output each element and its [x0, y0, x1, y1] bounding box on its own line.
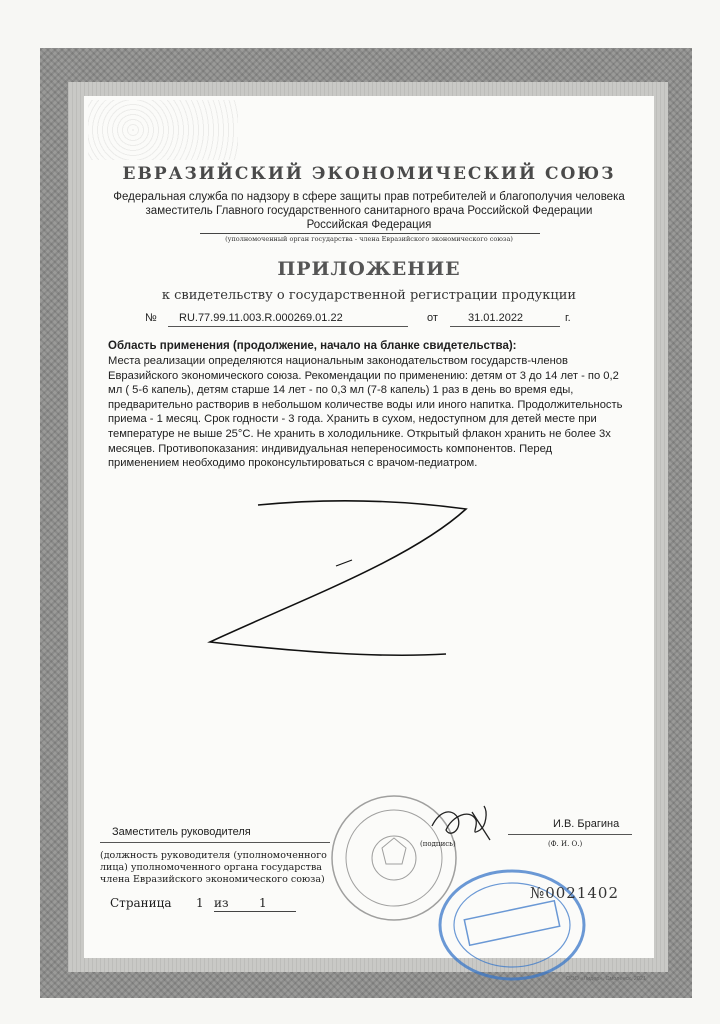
position-caption-line: (должность руководителя (уполномоченного — [100, 850, 327, 861]
printer-note: ООО «Лидер», Смоленск, 2021 — [566, 976, 646, 982]
scope-line: месяцев. Противопоказания: индивидуальная непереносимость компонентов. Перед — [108, 442, 553, 455]
scope-line: применением необходимо проконсультироваться с врачом-педиатром. — [108, 457, 478, 470]
page-number: 1 — [196, 896, 204, 910]
of-label: из — [214, 896, 229, 910]
authority-line: Российская Федерация — [306, 219, 432, 231]
signer-name: И.В. Брагина — [553, 818, 620, 830]
number-label: № — [145, 312, 157, 324]
registration-date: 31.01.2022 — [468, 312, 524, 324]
fio-caption: (Ф. И. О.) — [548, 840, 583, 848]
scope-heading: Область применения (продолжение, начало на бланке свидетельства): — [108, 340, 517, 352]
page-label: Страница — [110, 896, 172, 910]
signature-caption: (подпись) — [420, 840, 456, 848]
annex-subtitle: к свидетельству о государственной регистрации продукции — [161, 288, 577, 303]
position-caption-line: лица) уполномоченного органа государства — [100, 862, 322, 873]
scope-line: температуре не выше 25°С. Не хранить в холодильнике. Открытый флакон хранить не более 3х — [108, 427, 611, 440]
page-total-underline — [236, 896, 296, 912]
union-title: ЕВРАЗИЙСКИЙ ЭКОНОМИЧЕСКИЙ СОЮЗ — [122, 164, 616, 184]
date-prefix: от — [427, 312, 438, 324]
registration-number: RU.77.99.11.003.R.000269.01.22 — [179, 312, 343, 324]
role-underline — [100, 842, 330, 843]
z-cancel-mark — [210, 501, 466, 655]
date-suffix: г. — [565, 312, 571, 324]
signer-role: Заместитель руководителя — [112, 826, 251, 838]
authority-line: заместитель Главного государственного санитарного врача Российской Федерации — [145, 205, 593, 217]
page-total: 1 — [259, 896, 267, 910]
position-caption — [100, 850, 332, 886]
scope-line: предварительно растворив в небольшом количестве воды или иного напитка. Продолжительность — [108, 398, 623, 411]
handwritten-signature — [432, 806, 490, 840]
scope-line: приема - 1 месяц. Срок годности - 3 года. Хранить в сухом, недоступном для детей месте при — [108, 413, 597, 426]
serial-number: №0021402 — [530, 884, 619, 902]
scope-line: Евразийского экономического союза. Рекомендации по применению: детям от 3 до 14 лет - по 0,2 — [108, 369, 619, 382]
authority-caption: (уполномоченный орган государства - члена Евразийского экономического союза) — [225, 235, 513, 243]
round-seal — [332, 796, 456, 920]
scope-line: мл ( 5-6 капель), детям старше 14 лет - по 0,3 мл (7-8 капель) 1 раз в день во время еды, — [108, 384, 574, 397]
authority-line: Федеральная служба по надзору в сфере защиты прав потребителей и благополучия человека — [113, 191, 625, 203]
z-cross-tick — [336, 560, 352, 566]
name-underline — [508, 834, 632, 835]
scope-line: Места реализации определяются национальным законодательством государств-членов — [108, 355, 568, 367]
position-caption-line: члена Евразийского экономического союза) — [100, 874, 325, 885]
annex-title: ПРИЛОЖЕНИЕ — [277, 258, 461, 280]
